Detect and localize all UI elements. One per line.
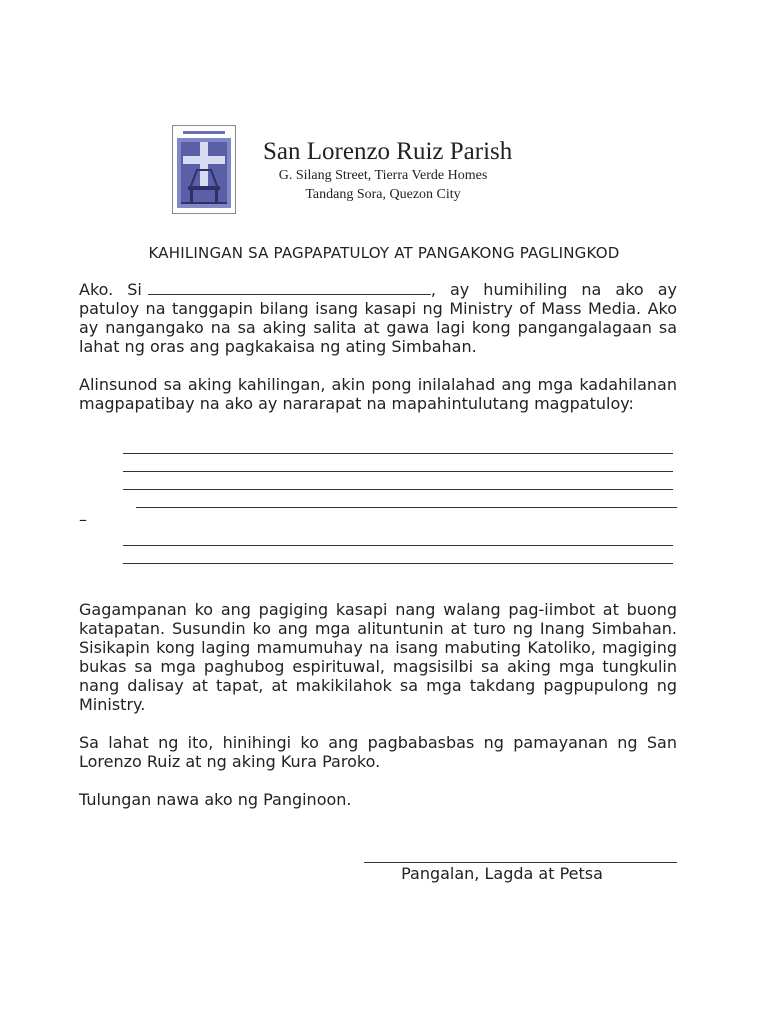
signature-line bbox=[364, 862, 677, 863]
stray-dash: – bbox=[79, 510, 87, 529]
paragraph-1 bbox=[79, 280, 677, 356]
paragraph-2: Alinsunod sa aking kahilingan, akin pong inilalahad ang mga kadahilanan magpapatibay na ako ay nararapat na mapahintulutang magpatuloy: bbox=[79, 375, 677, 413]
paragraph-1-lead: Ako. Si bbox=[79, 280, 142, 299]
reason-line-6 bbox=[123, 563, 673, 564]
paragraph-4: Sa lahat ng ito, hinihingi ko ang pagbabasbas ng pamayanan ng San Lorenzo Ruiz at ng aking Kura Paroko. bbox=[79, 733, 677, 771]
signature-label: Pangalan, Lagda at Petsa bbox=[401, 864, 603, 883]
document-title: KAHILINGAN SA PAGPAPATULOY AT PANGAKONG PAGLINGKOD bbox=[148, 244, 620, 262]
parish-name: San Lorenzo Ruiz Parish bbox=[263, 138, 513, 165]
paragraph-1-body: , ay humihiling na ako ay patuloy na tanggapin bilang isang kasapi ng Ministry of Mass Media. Ako ay nangangako na sa aking salita at gawa lagi kong pangangalagaan sa lahat ng oras ang pagkakaisa ng ating Simbahan. bbox=[79, 280, 677, 356]
reason-line-1 bbox=[123, 453, 673, 454]
reason-line-2 bbox=[123, 471, 673, 472]
paragraph-3: Gagampanan ko ang pagiging kasapi nang walang pag-iimbot at buong katapatan. Susundin ko ang mga alituntunin at turo ng Inang Simbahan. Sisikapin kong laging mamumuhay na isang mabuting Katoliko, magiging bukas sa mga paghubog espirituwal, magsisilbi sa aking mga tungkulin nang dalisay at tapat, at makikilahok sa mga takdang pagpupulong ng Ministry. bbox=[79, 600, 677, 714]
reason-line-5 bbox=[123, 545, 673, 546]
reason-line-4 bbox=[136, 507, 677, 508]
paragraph-5: Tulungan nawa ako ng Panginoon. bbox=[79, 790, 352, 809]
parish-seal-icon bbox=[172, 125, 236, 214]
address-line-2: Tandang Sora, Quezon City bbox=[305, 187, 461, 202]
name-blank bbox=[148, 281, 431, 295]
address-line-1: G. Silang Street, Tierra Verde Homes bbox=[278, 168, 488, 183]
reason-line-3 bbox=[123, 489, 673, 490]
